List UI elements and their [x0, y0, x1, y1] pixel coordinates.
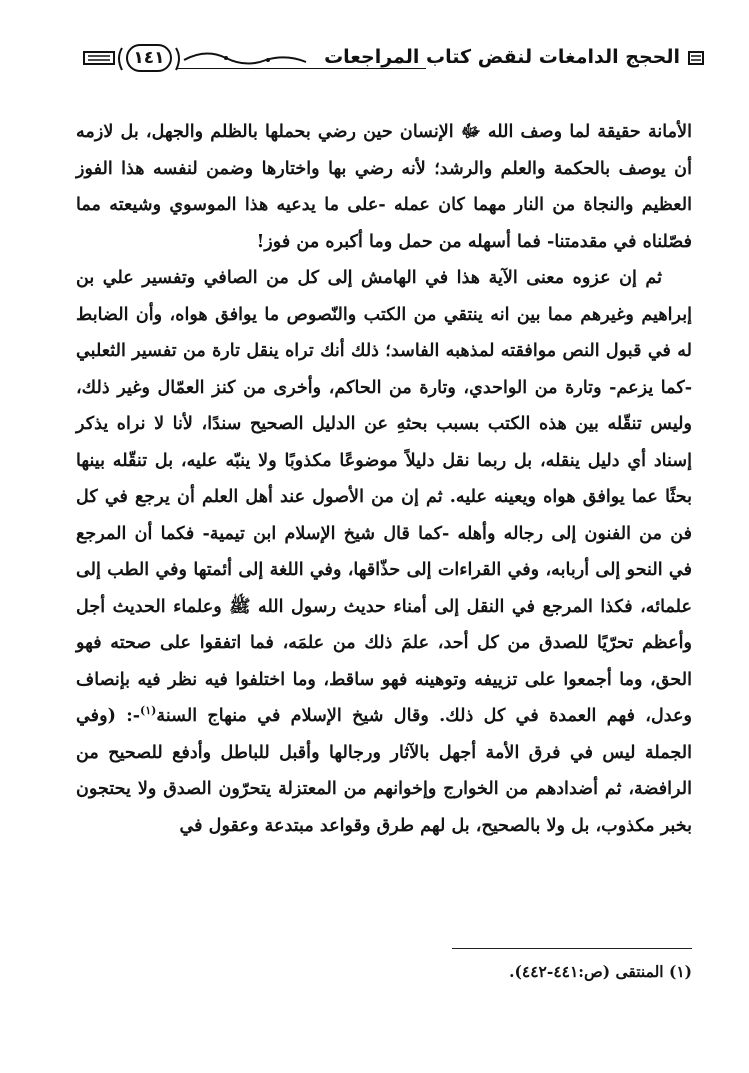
header-rule	[176, 68, 426, 69]
footnote-divider	[452, 948, 692, 949]
paragraph	[76, 260, 692, 844]
page-number: ١٤١	[126, 44, 172, 72]
footnote: (١) المنتقى (ص:٤٤١-٤٤٢).	[509, 962, 692, 981]
header-mark-icon	[688, 51, 704, 65]
footnote-reference[interactable]: (١)	[140, 704, 157, 718]
paragraph-text: ثم إن عزوه معنى الآية هذا في الهامش إلى كل من الصافي وتفسير علي بن إبراهيم وغيرهم مما بين انه ينتقي من الكتب والنّصوص ما يوافق هواه، وأن الضابط له في قبول النص موافقته لمذهبه الفاسد؛ ذلك أنك تراه ينقل تارة من تفسير الثعلبي -كما يزعم- وتارة من الواحدي، وتارة من الحاكم، وأخرى من كنز العمّال وغير ذلك، وليس تنقّله بين هذه الكتب بسبب بحثهِ عن الدليل الصحيح سندًا، لأنا لا نراه يذكر إسناد أي دليل ينقله، بل ربما نقل دليلاً موضوعًا مكذوبًا ولا ينبّه عليه، بل تنقّله بينها بحثًا عما يوافق هواه ويعينه عليه. ثم إن من الأصول عند أهل العلم أن يرجع في كل فن من الفنون إلى رجاله وأهله -كما قال شيخ الإسلام ابن تيمية- فكما أن المرجع في النحو إلى أربابه، وفي القراءات إلى حذّاقها، وفي اللغة إلى أئمتها وفي الطب إلى علمائه، فكذا المرجع في النقل إلى أمناء حديث رسول الله ﷺ وعلماء الحديث أجل وأعظم تحرّيًا للصدق من كل أحد، علمَ ذلك من علمَه، فما اتفقوا على صحته فهو الحق، وما أجمعوا على تزييفه وتوهينه فهو ساقط، وما اختلفوا فيه نظر فيه بإنصاف وعدل، فهم العمدة في كل ذلك. وقال شيخ الإسلام في منهاج السنة	[76, 267, 692, 726]
quote-text: -: (وفي الجملة ليس في فرق الأمة أجهل بالآثار ورجالها وأقبل للباطل وأدفع للصحيح من الرافضة، ثم أضدادهم من الخوارج وإخوانهم من المعتزلة يتحرّون الصدق ولا يحتجون بخبر مكذوب، بل ولا بالصحيح، بل لهم طرق وقواعد مبتدعة وعقول في	[76, 705, 692, 836]
paragraph: الأمانة حقيقة لما وصف الله ﷻ الإنسان حين رضي بحملها بالظلم والجهل، بل لازمه أن يوصف بالحكمة والعلم والرشد؛ لأنه رضي بها واختارها وضمن لنفسه هذا الفوز العظيم والنجاة من النار مهما كان عمله -على ما يدعيه هذا الموسوي وشيعته مما فصّلناه في مقدمتنا- فما أسهله من حمل وما أكبره من فوز!	[76, 121, 692, 252]
running-title: الحجج الدامغات لنقض كتاب المراجعات	[324, 46, 680, 68]
page-header	[76, 40, 704, 80]
body-text	[76, 114, 692, 844]
